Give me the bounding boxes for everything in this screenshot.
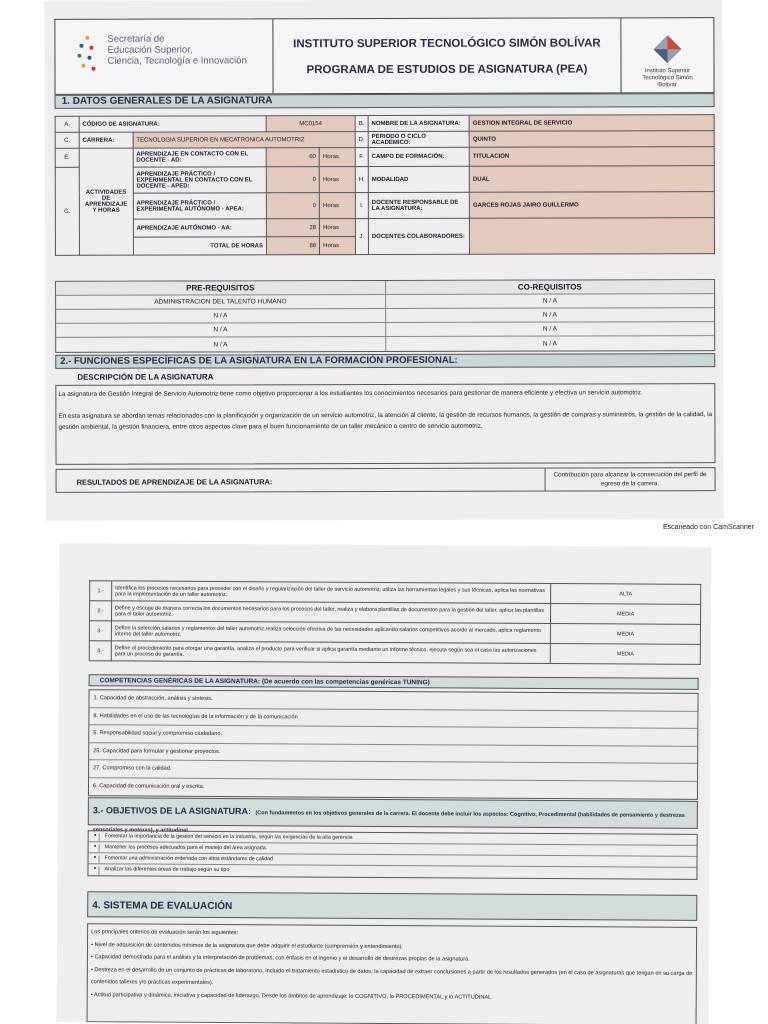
learning-results-label: RESULTADOS DE APRENDIZAJE DE LA ASIGNATURA:	[76, 477, 273, 487]
scanned-page-2	[57, 543, 712, 1024]
letter-g: G.	[55, 167, 79, 255]
result-number: 1.-	[90, 581, 112, 601]
description-box	[55, 383, 715, 465]
pre-requisite-cell: N / A	[56, 323, 386, 337]
letter-i: I.	[355, 193, 368, 219]
section-3-note: (Con fundamentos en los objetivos generales de la carrera. El docente debe incluir los aspectos: Cognitivo, Procedimental (habilidades de pensamiento y destrezas sensoriales y motoras), y actitudinal.	[92, 810, 685, 834]
competency-item: 8. Habilidades en el uso de las tecnologías de la información y de la comunicación	[89, 708, 697, 729]
competency-item: 5. Responsabilidad social y compromiso ciudadano.	[89, 725, 697, 746]
objective-text: Mantener los procesos adecuados para el manejo del área asignada.	[104, 844, 268, 852]
section-2-title: 2.- FUNCIONES ESPECÍFICAS DE LA ASIGNATURA EN LA FORMACIÓN PROFESIONAL:	[55, 353, 715, 369]
bullet-icon: •	[92, 855, 100, 863]
result-level: MEDIA	[550, 644, 700, 665]
prerequisites-table	[55, 279, 715, 353]
letter-d: D.	[355, 132, 368, 148]
institute-logo-text	[642, 68, 692, 89]
competency-item: 25. Capacidad para formular y gestionar proyectos.	[89, 743, 697, 764]
learning-results-table	[89, 580, 701, 665]
value-ad-hours: 60	[266, 148, 319, 167]
result-number: 3.-	[89, 621, 111, 641]
institute-logo	[621, 18, 713, 92]
result-number: 2.-	[89, 601, 111, 621]
pre-requisites-header: PRE-REQUISITOS	[56, 281, 386, 295]
value-field: TITULACION	[469, 147, 714, 167]
result-level: ALTA	[551, 584, 701, 605]
secretariat-line-3: Ciencia, Tecnología e Innovación	[107, 55, 247, 67]
co-requisite-cell: N / A	[542, 325, 557, 333]
value-code: MC0154	[266, 116, 355, 132]
value-career: TECNOLOGIA SUPERIOR EN MECATRONICA AUTOMOTRIZ	[133, 132, 355, 149]
value-subject-name: GESTION INTEGRAL DE SERVICIO	[469, 115, 714, 132]
bullet-icon: •	[91, 866, 99, 875]
result-text: Identifica los procesos necesarios para proceder con el diseño y regularización del taller de servicio automotriz, utiliza las herramientas legales y sus técnicas, aplica las normativas para la implementación de un taller automotriz.	[112, 581, 551, 604]
value-apea-hours: 0	[266, 193, 319, 219]
letter-c: C.	[55, 132, 79, 148]
co-requisite-cell: N / A	[542, 340, 558, 348]
header-titles	[273, 18, 621, 93]
letter-j: J.	[355, 219, 368, 255]
objective-text: Analizar las diferentes áreas de trabajo según su tipo	[104, 866, 230, 874]
result-level: MEDIA	[551, 624, 701, 645]
result-text: Define y escoge de manera correcta los documentos necesarios para los procesos del taller, realiza y elabora plantillas de documentos para la gestión del taller, aplica las plantillas para el taller automotriz.	[111, 601, 550, 624]
evaluation-item: • Capacidad demostrada para el análisis y la interpretación de problemas, con énfasis en el ingenio y el desarrollo de destrezas propias de la asignatura.	[90, 954, 470, 963]
label-period: PERIODO O CICLO ACADÉMICO:	[368, 131, 469, 147]
label-code: CÓDIGO DE ASIGNATURA:	[79, 116, 266, 132]
objective-item	[88, 864, 696, 879]
scanned-page-1	[44, 0, 723, 521]
institute-diamond-icon	[652, 34, 682, 64]
result-text: Define el procedimiento para otorgar una garantía, analiza el producto para verificar si aplica garantía mediante un informe técnico, ejecuta según sea el caso las autorizaciones para un proceso de garantía.	[111, 641, 550, 664]
pre-requisite-cell: N / A	[56, 309, 386, 323]
section-1-title: 1. DATOS GENERALES DE LA ASIGNATURA	[55, 93, 715, 109]
secretariat-line-2: Educación Superior,	[107, 44, 193, 56]
pre-requisite-cell: N / A	[56, 337, 386, 352]
co-requisites-header: CO-REQUISITOS	[517, 282, 582, 292]
letter-h: H.	[355, 167, 368, 193]
competency-item: 27. Compromiso con la calidad.	[89, 760, 697, 781]
logo-line-2: Tecnológico Simón	[642, 75, 693, 82]
co-requisite-cell: N / A	[542, 297, 557, 305]
objectives-box	[87, 830, 697, 880]
co-requisite-cell: N / A	[542, 311, 557, 319]
bullet-icon: •	[92, 844, 100, 852]
unit-ad: Horas	[319, 148, 355, 167]
learning-results-header	[56, 467, 716, 493]
evaluation-item: • Actitud participativa y dinámica, iniciativa y capacidad de liderazgo. Desde los ámbitos de aprendizaje: lo COGNITIVO, lo PROCEDIMENTAL y lo ACTITUDINAL.	[90, 991, 493, 1001]
secretariat-logo	[55, 19, 273, 94]
value-aped-hours: 0	[266, 167, 319, 193]
result-text: Define la selección,salarios y reglamentos del taller automotriz,realiza selección efectiva de las necesidades aplicando salarios competitivos acorde al mercado, aplica reglamento interno del taller automotriz.	[111, 621, 550, 644]
label-modality: MODALIDAD	[368, 166, 469, 192]
secretariat-line-1: Secretaría de	[107, 33, 165, 45]
competencies-box	[88, 689, 699, 800]
contribution-label: Contribución para alcanzar la consecución del perfil de egreso de la carrera.	[545, 468, 715, 490]
letter-b: B.	[355, 116, 368, 132]
secretariat-name	[107, 33, 246, 93]
evaluation-box	[87, 923, 698, 1024]
label-collaborators: DOCENTES COLABORADORES:	[368, 218, 469, 254]
value-modality: DUAL	[469, 166, 714, 193]
label-subject-name: NOMBRE DE LA ASIGNATURA:	[368, 115, 469, 131]
letter-e: E.	[55, 148, 79, 167]
objective-text: Fomentar una administración ordenada con altos estándares de calidad	[104, 855, 273, 863]
logo-line-3: Bolívar	[658, 82, 677, 89]
institute-name: INSTITUTO SUPERIOR TECNOLÓGICO SIMÓN BOLÍVAR	[293, 37, 601, 51]
label-teacher: DOCENTE RESPONSABLE DE LA ASIGNATURA:	[368, 192, 469, 218]
label-aped: APRENDIZAJE PRÁCTICO / EXPERIMENTAL EN CONTACTO CON EL DOCENTE - APED:	[133, 167, 266, 193]
value-collaborators	[470, 218, 715, 255]
result-row	[89, 641, 700, 665]
section-3-title-box	[88, 797, 698, 834]
description-paragraph-1: La asignatura de Gestión Integral de Servicio Automotriz tiene como objetivo proporcionar a los estudiantes los conocimientos necesarios para gestionar de manera eficiente y efectiva un servicio automotriz.	[58, 389, 643, 398]
label-total-hours: TOTAL DE HORAS	[133, 237, 266, 255]
competencies-title: COMPETENCIAS GENÉRICAS DE LA ASIGNATURA: (De acuerdo con las competencias genéricas TUNING)	[89, 674, 699, 690]
value-aa-hours: 28	[266, 219, 319, 237]
value-teacher: GARCES ROJAS JAIRO GUILLERMO	[469, 192, 714, 219]
unit-aped: Horas	[319, 167, 355, 193]
evaluation-content	[88, 924, 696, 1007]
secretariat-dots-icon	[75, 34, 99, 76]
value-period: QUINTO	[469, 131, 714, 148]
unit-total: Horas	[320, 237, 356, 255]
pre-requisite-cell: ADMINISTRACION DEL TALENTO HUMANO	[56, 295, 386, 309]
value-total-hours: 88	[266, 237, 319, 255]
evaluation-item: • Nivel de adquisición de contenidos mínimos de la asignatura que debe adquirir el estudiante (comprensión y entendimiento).	[90, 941, 404, 950]
prerequisite-row	[56, 336, 714, 352]
bullet-icon: •	[92, 833, 100, 841]
competency-item: 6. Capacidad de comunicación oral y escrita.	[92, 782, 205, 790]
competency-item: 1. Capacidad de abstracción, análisis y síntesis.	[89, 690, 697, 711]
objective-text: Fomentar la importancia de la gestión del servicio en la industria, según las exigencias de la alta gerencia	[104, 833, 353, 841]
scanner-watermark: Escaneado con CamScanner	[662, 524, 754, 531]
label-ad: APRENDIZAJE EN CONTACTO CON EL DOCENTE - AD:	[133, 148, 266, 167]
evaluation-item: • Destreza en el desarrollo de un conjunto de prácticas de laboratorio, incluido el tratamiento estadístico de datos, la capacidad de extraer conclusiones a partir de los resultados generados (en el caso de asignaturas que tengan en su carga de contenidos talleres y/o prácticas experimentales).	[90, 966, 693, 986]
label-activities: ACTIVIDADES DE APRENDIZAJE Y HORAS	[79, 148, 133, 255]
program-name: PROGRAMA DE ESTUDIOS DE ASIGNATURA (PEA)	[306, 63, 588, 77]
evaluation-intro: Los principales criterios de evaluación serán los siguientes:	[91, 929, 239, 937]
section-3-title: 3.- OBJETIVOS DE LA ASIGNATURA:	[92, 805, 252, 817]
result-number: 4.-	[89, 641, 111, 661]
label-apea: APRENDIZAJE PRÁCTICO / EXPERIMENTAL AUTÓNOMO - APEA:	[133, 193, 266, 219]
label-field: CAMPO DE FORMACIÓN:	[368, 147, 469, 166]
document-header	[54, 17, 714, 95]
description-paragraph-2: En esta asignatura se abordan temas relacionados con la planificación y organización de un servicio automotriz, la atención al cliente, la gestión de recursos humanos, la gestión de compras y suministros, la gestión de la calidad, la gestión ambiental, la gestión financiera, entre otros aspectos clave para el buen funcionamiento de un taller mecánico o centro de servicio automotriz.	[58, 411, 713, 431]
letter-f: F.	[355, 148, 368, 167]
label-aa: APRENDIZAJE AUTÓNOMO - AA:	[133, 219, 266, 237]
letter-a: A.	[55, 116, 79, 132]
unit-apea: Horas	[319, 193, 355, 219]
logo-line-1: Instituto Superior	[644, 68, 691, 75]
general-data-table	[55, 114, 715, 256]
section-4-title: 4. SISTEMA DE EVALUACIÓN	[87, 891, 697, 921]
unit-aa: Horas	[320, 219, 356, 237]
label-career: CARRERA:	[79, 132, 133, 148]
result-level: MEDIA	[551, 604, 701, 625]
description-title: DESCRIPCIÓN DE LA ASIGNATURA	[77, 372, 214, 382]
